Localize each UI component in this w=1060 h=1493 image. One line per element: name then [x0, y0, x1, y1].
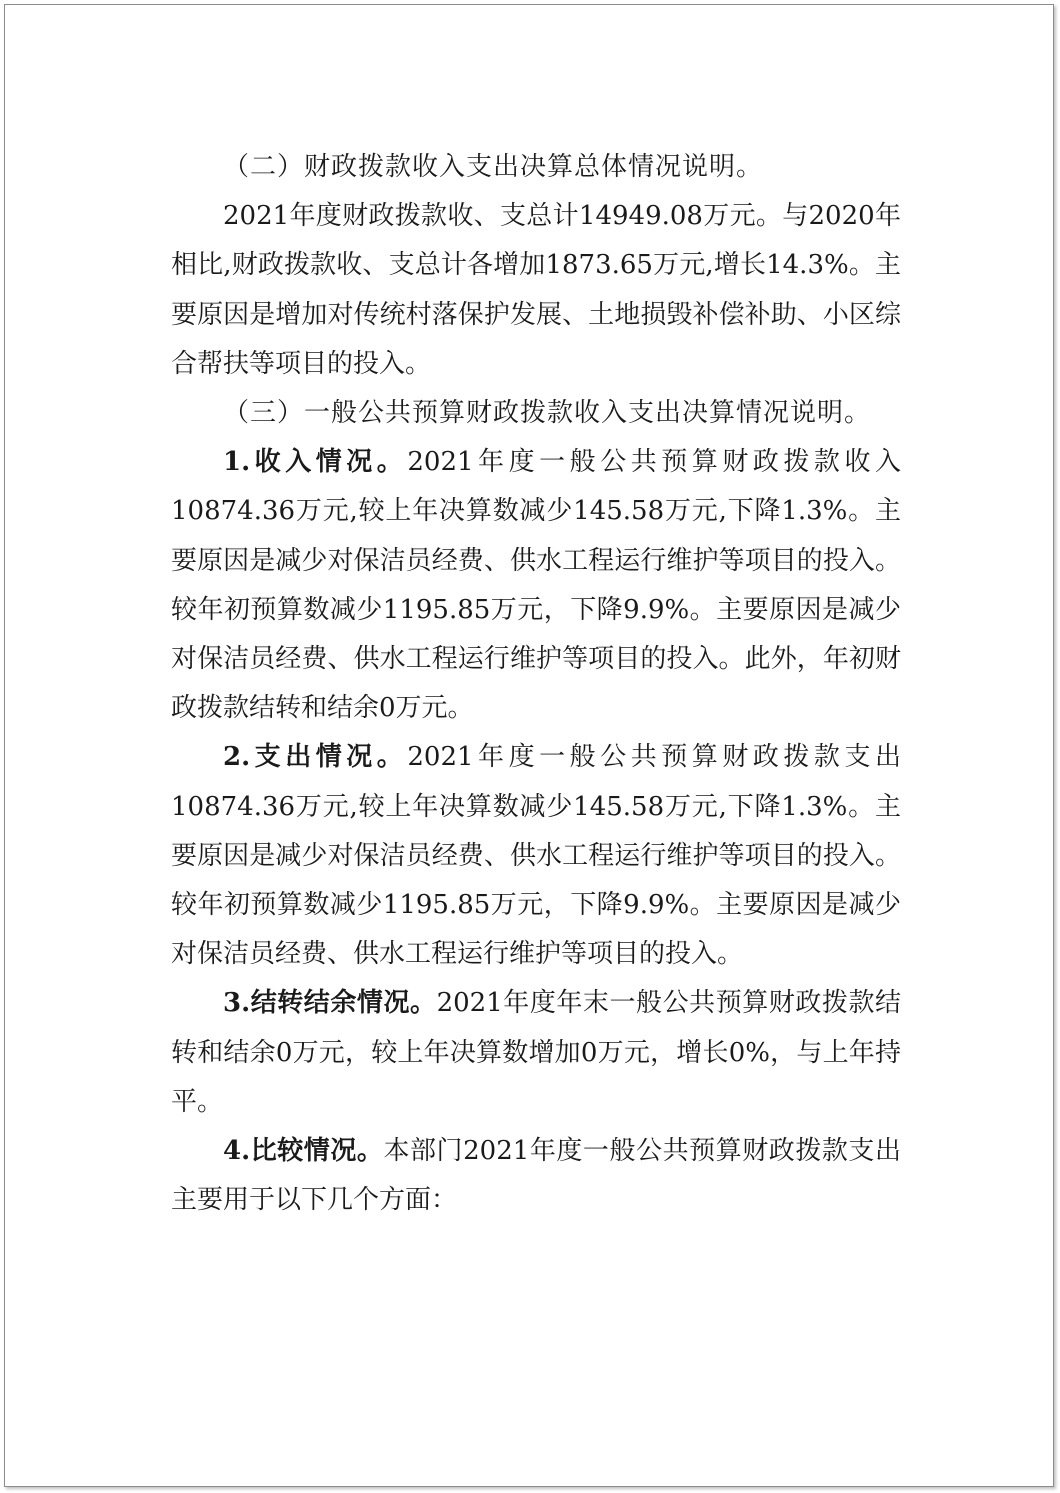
- paragraph-income: [171, 438, 901, 733]
- page-frame: [4, 4, 1054, 1487]
- paragraph-comparison-body: 本部门2021年度一般公共预算财政拨款支出主要用于以下几个方面：: [171, 1136, 901, 1216]
- paragraph-carryover-body: 2021年度年末一般公共预算财政拨款结转和结余0万元，较上年决算数增加0万元，增长0%，与上年持平。: [171, 988, 901, 1117]
- paragraph-income-body: 2021年度一般公共预算财政拨款收入10874.36万元,较上年决算数减少145.58万元,下降1.3%。主要原因是减少对保洁员经费、供水工程运行维护等项目的投入。较年初预算数减少1195.85万元，下降9.9%。主要原因是减少对保洁员经费、供水工程运行维护等项目的投入。此外，年初财政拨款结转和结余0万元。: [171, 447, 901, 724]
- paragraph-carryover-lead: 3.结转结余情况。: [223, 988, 437, 1019]
- paragraph-comparison: [171, 1127, 901, 1225]
- paragraph-carryover: [171, 979, 901, 1127]
- paragraph-income-lead: 1.收入情况。: [223, 447, 408, 478]
- section-heading-2: （二）财政拨款收入支出决算总体情况说明。: [223, 152, 764, 182]
- paragraph-comparison-lead: 4.比较情况。: [223, 1136, 384, 1167]
- paragraph-expenditure-lead: 2.支出情况。: [223, 742, 408, 773]
- paragraph-expenditure: [171, 733, 901, 979]
- section-paragraph-2: 2021年度财政拨款收、支总计14949.08万元。与2020年相比,财政拨款收、支总计各增加1873.65万元,增长14.3%。主要原因是增加对传统村落保护发展、土地损毁补偿补助、小区综合帮扶等项目的投入。: [171, 201, 901, 379]
- section-heading-3: （三）一般公共预算财政拨款收入支出决算情况说明。: [223, 398, 872, 429]
- document-body: [171, 143, 901, 1225]
- paragraph-expenditure-body: 2021年度一般公共预算财政拨款支出10874.36万元,较上年决算数减少145.58万元,下降1.3%。主要原因是减少对保洁员经费、供水工程运行维护等项目的投入。较年初预算数减少1195.85万元，下降9.9%。主要原因是减少对保洁员经费、供水工程运行维护等项目的投入。: [171, 742, 901, 970]
